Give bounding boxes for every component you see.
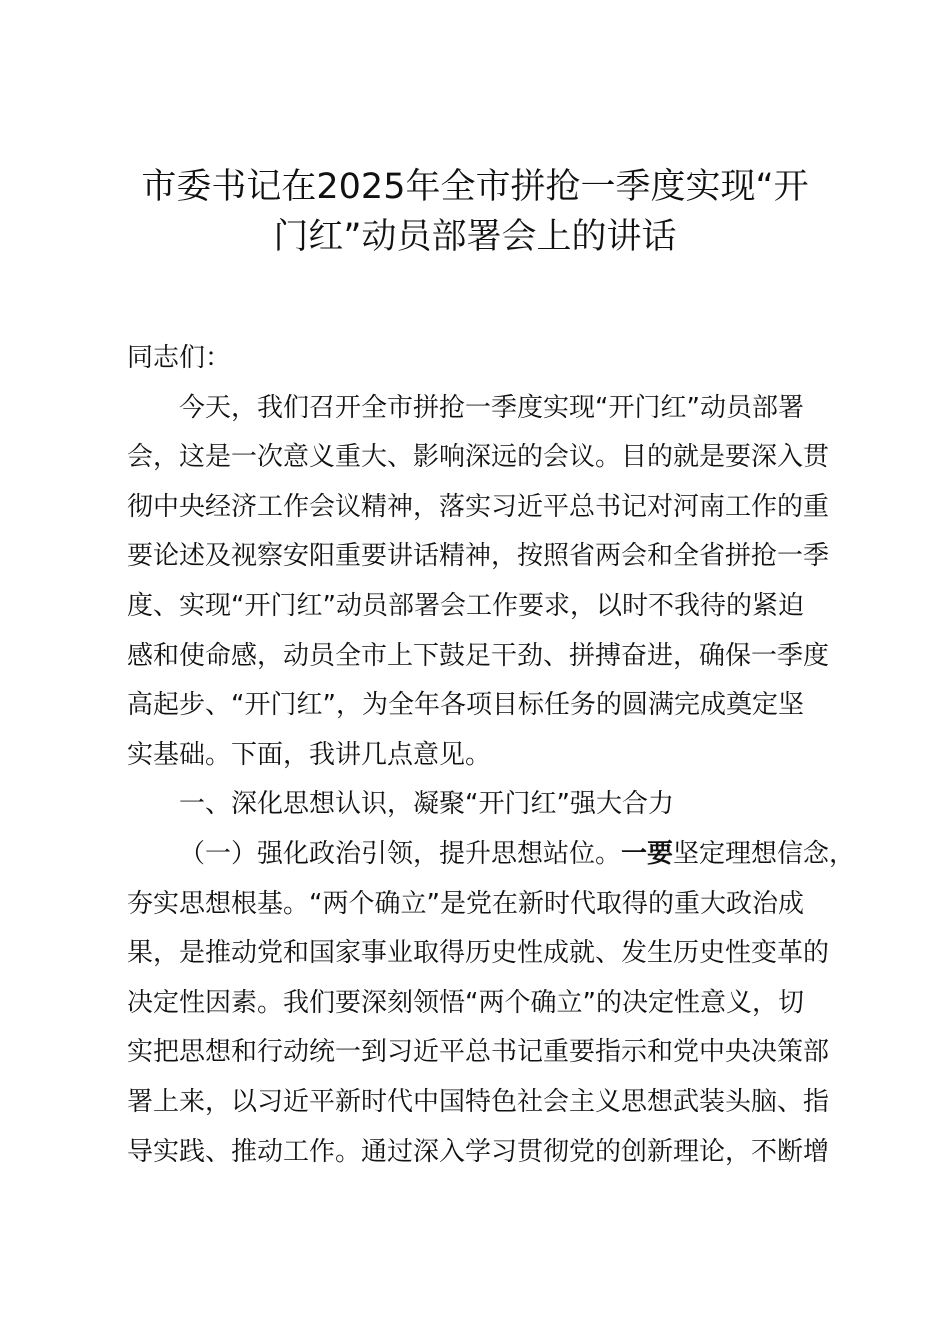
title-line-1: 市委书记在2025年全市拼抢一季度实现“开 [141, 167, 809, 207]
title-line-2: 门红”动员部署会上的讲话 [273, 216, 677, 257]
subsection-1-line-4: 决定性因素。我们要深刻领悟“两个确立”的决定性意义，切 [127, 987, 804, 1018]
salutation: 同志们： [127, 343, 232, 373]
subsection-1-first-line [127, 830, 856, 880]
paragraph-1-line-4: 要论述及视察安阳重要讲话精神，按照省两会和全省拼抢一季 [127, 541, 830, 572]
document-title [100, 162, 850, 261]
paragraph-1-line-1: 今天，我们召开全市拼抢一季度实现“开门红”动员部署 [179, 392, 804, 423]
subsection-1-line-6: 署上来，以习近平新时代中国特色社会主义思想武装头脑、指 [127, 1086, 830, 1117]
subsection-1-line-3: 果，是推动党和国家事业取得历史性成就、发生历史性变革的 [127, 938, 830, 969]
section-heading-1: 一、深化思想认识，凝聚“开门红”强大合力 [179, 789, 674, 820]
paragraph-1-line-3: 彻中央经济工作会议精神，落实习近平总书记对河南工作的重 [127, 491, 830, 522]
subsection-1-heading: （一）强化政治引领，提升思想站位。 [179, 838, 622, 869]
paragraph-1-line-6: 感和使命感，动员全市上下鼓足干劲、拼搏奋进，确保一季度 [127, 640, 830, 671]
subsection-1-line-5: 实把思想和行动统一到习近平总书记重要指示和党中央决策部 [127, 1037, 830, 1068]
paragraph-1-line-2: 会，这是一次意义重大、影响深远的会议。目的就是要深入贯 [127, 442, 830, 473]
paragraph-1-line-7: 高起步、“开门红”，为全年各项目标任务的圆满完成奠定坚 [127, 690, 804, 721]
subsection-1-line-7: 导实践、推动工作。通过深入学习贯彻党的创新理论，不断增 [127, 1136, 830, 1167]
paragraph-1-line-5: 度、实现“开门红”动员部署会工作要求，以时不我待的紧迫 [127, 590, 804, 621]
subsection-1-first-line-rest: 坚定理想信念， [673, 838, 856, 869]
emphasis-yi-yao: 一要 [621, 838, 674, 869]
subsection-1-line-2: 夯实思想根基。“两个确立”是党在新时代取得的重大政治成 [127, 888, 804, 919]
paragraph-1-line-8: 实基础。下面，我讲几点意见。 [127, 739, 492, 770]
document-body [127, 334, 856, 1177]
